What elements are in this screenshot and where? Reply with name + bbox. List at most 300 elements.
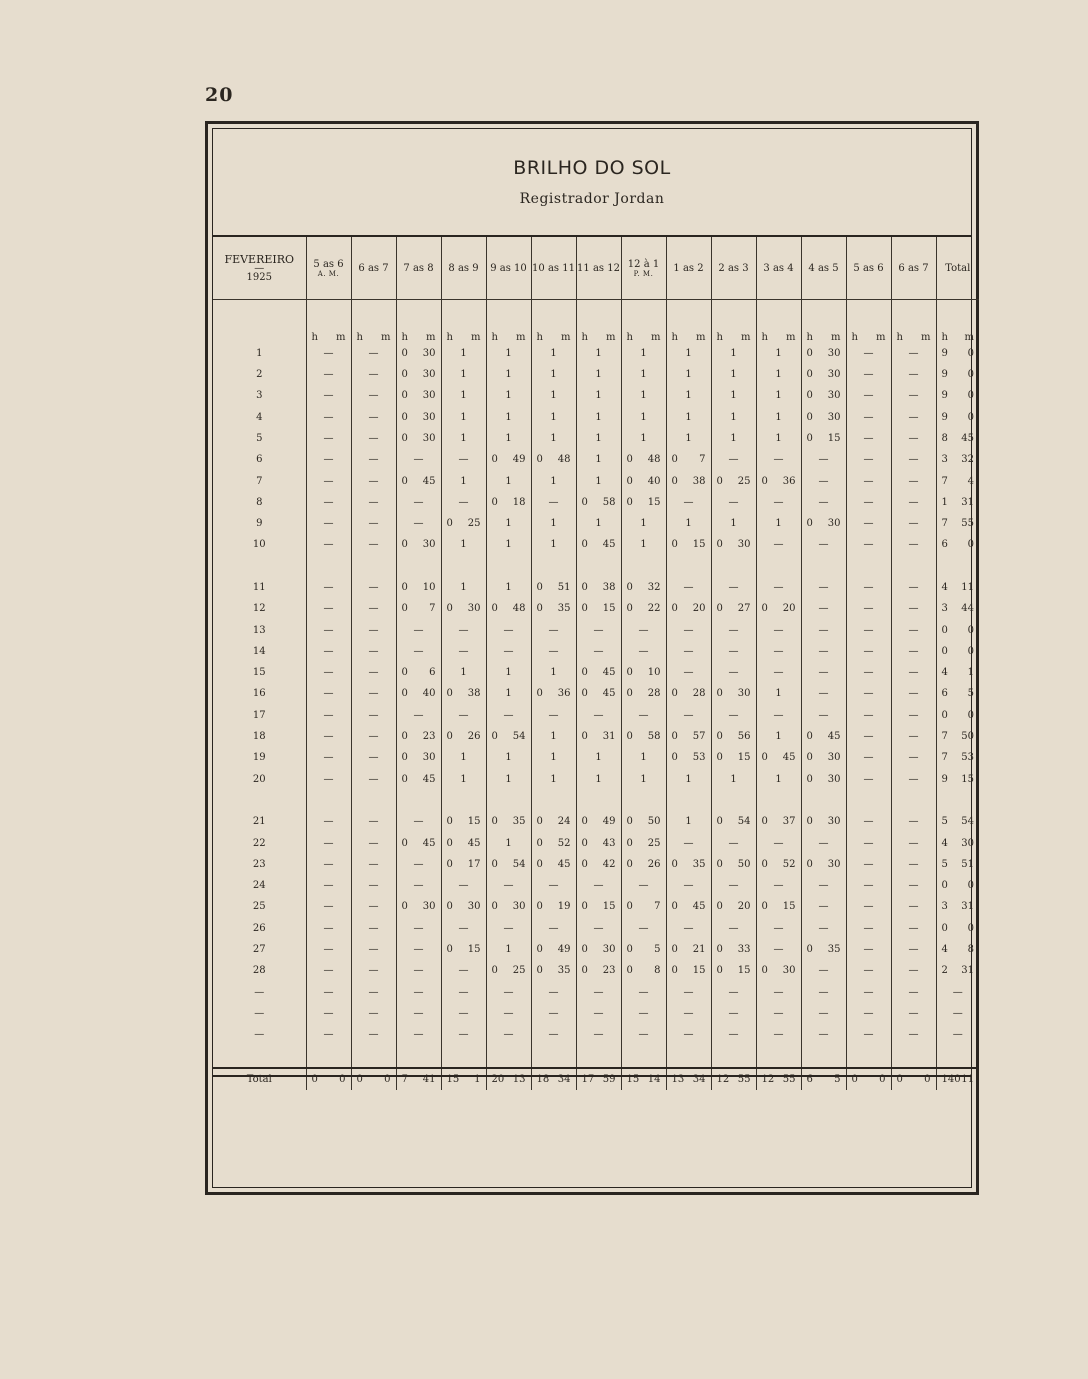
column-header-label: 10 as 11 bbox=[532, 262, 575, 274]
hour-cell: — bbox=[351, 875, 396, 896]
time-value: 0 36 bbox=[536, 688, 571, 700]
time-value: 7 4 bbox=[941, 475, 974, 487]
hour-cell: — bbox=[891, 875, 936, 896]
hour-cell bbox=[666, 534, 711, 555]
hour-cell: 1 bbox=[486, 747, 531, 768]
hour-cell: — bbox=[351, 619, 396, 640]
time-value: 0 43 bbox=[581, 837, 616, 849]
time-value: 0 25 bbox=[716, 475, 751, 487]
hour-cell: — bbox=[756, 619, 801, 640]
hour-cell: — bbox=[801, 534, 846, 555]
time-value: 0 54 bbox=[491, 731, 526, 743]
hour-cell: — bbox=[396, 854, 441, 875]
hour-cell: — bbox=[396, 513, 441, 534]
hour-cell: — bbox=[441, 982, 486, 1003]
hour-cell: — bbox=[486, 918, 531, 939]
hour-cell bbox=[711, 747, 756, 768]
total-cell bbox=[801, 1068, 846, 1090]
hour-cell: — bbox=[801, 705, 846, 726]
hour-cell bbox=[621, 470, 666, 491]
hour-cell: — bbox=[621, 1024, 666, 1045]
time-value: 0 30 bbox=[806, 369, 841, 381]
time-value: 0 30 bbox=[446, 901, 481, 913]
hour-cell: — bbox=[936, 1024, 979, 1045]
hour-cell bbox=[711, 854, 756, 875]
hour-cell: — bbox=[351, 769, 396, 790]
hour-cell: — bbox=[891, 513, 936, 534]
hour-cell: — bbox=[891, 960, 936, 981]
time-value: 0 7 bbox=[401, 603, 436, 615]
column-header bbox=[576, 237, 621, 300]
month-header bbox=[213, 237, 306, 300]
hour-cell: — bbox=[666, 875, 711, 896]
hour-cell bbox=[711, 683, 756, 704]
table-row bbox=[213, 449, 979, 470]
table-row bbox=[213, 385, 979, 406]
hour-cell: — bbox=[891, 896, 936, 917]
time-value: 0 8 bbox=[626, 965, 661, 977]
time-value: 4 11 bbox=[941, 582, 974, 593]
hour-cell: — bbox=[396, 918, 441, 939]
day-cell: 24 bbox=[252, 880, 266, 892]
day-cell: 10 bbox=[252, 539, 266, 551]
hour-cell bbox=[936, 513, 979, 534]
hour-cell: 1 bbox=[576, 428, 621, 449]
hour-cell bbox=[711, 960, 756, 981]
hour-cell bbox=[531, 896, 576, 917]
hour-cell: 1 bbox=[441, 364, 486, 385]
hour-cell bbox=[756, 896, 801, 917]
hour-cell bbox=[396, 726, 441, 747]
hour-cell: — bbox=[396, 1003, 441, 1024]
hour-cell: 1 bbox=[666, 364, 711, 385]
unit-label bbox=[351, 321, 396, 342]
hour-cell: — bbox=[306, 683, 351, 704]
time-value: 5 51 bbox=[941, 858, 974, 870]
hour-cell bbox=[621, 896, 666, 917]
column-header-label: 5 as 6 bbox=[313, 258, 344, 270]
hour-cell bbox=[666, 726, 711, 747]
hour-cell: — bbox=[306, 1003, 351, 1024]
hour-cell: — bbox=[576, 705, 621, 726]
hour-cell bbox=[711, 896, 756, 917]
hour-cell: — bbox=[351, 726, 396, 747]
hour-cell bbox=[576, 598, 621, 619]
column-header-label: 4 as 5 bbox=[808, 262, 839, 274]
time-value: 0 0 bbox=[941, 922, 974, 934]
hour-cell bbox=[576, 854, 621, 875]
hour-cell: — bbox=[306, 982, 351, 1003]
unit-label bbox=[801, 321, 846, 342]
hour-cell bbox=[936, 619, 979, 640]
table-row bbox=[213, 747, 979, 768]
hour-cell: — bbox=[531, 705, 576, 726]
hour-cell: 1 bbox=[486, 343, 531, 364]
hour-cell: — bbox=[756, 534, 801, 555]
time-value: 0 19 bbox=[536, 901, 571, 913]
hour-cell: — bbox=[351, 960, 396, 981]
hour-cell: 1 bbox=[486, 577, 531, 598]
hour-cell: — bbox=[441, 449, 486, 470]
total-row bbox=[213, 1068, 979, 1090]
hour-cell: — bbox=[396, 705, 441, 726]
hour-cell: — bbox=[441, 960, 486, 981]
time-value: 0 48 bbox=[536, 454, 571, 466]
time-value: 0 45 bbox=[761, 752, 796, 764]
time-value: 0 28 bbox=[671, 688, 706, 700]
hour-cell: 1 bbox=[756, 769, 801, 790]
unit-minutes: m bbox=[964, 331, 974, 343]
unit-minutes: m bbox=[516, 331, 526, 343]
hour-cell: — bbox=[306, 470, 351, 491]
hour-cell: — bbox=[441, 1024, 486, 1045]
time-value: 0 28 bbox=[626, 688, 661, 700]
hour-cell: — bbox=[576, 619, 621, 640]
time-value: 0 0 bbox=[941, 624, 974, 636]
hour-cell: 1 bbox=[486, 534, 531, 555]
hour-cell bbox=[576, 662, 621, 683]
time-value: 0 25 bbox=[626, 837, 661, 849]
hour-cell: — bbox=[801, 918, 846, 939]
hour-cell: — bbox=[351, 662, 396, 683]
unit-label bbox=[936, 321, 979, 342]
hour-cell: — bbox=[711, 1024, 756, 1045]
hour-cell: — bbox=[666, 641, 711, 662]
day-cell: 9 bbox=[256, 518, 263, 530]
hour-cell: — bbox=[891, 705, 936, 726]
hour-cell: — bbox=[306, 406, 351, 427]
unit-hours: h bbox=[536, 331, 543, 343]
hour-cell: — bbox=[891, 726, 936, 747]
hour-cell: — bbox=[846, 769, 891, 790]
hour-cell: 1 bbox=[441, 577, 486, 598]
hour-cell: — bbox=[621, 918, 666, 939]
unit-hours: h bbox=[626, 331, 633, 343]
hour-cell: — bbox=[711, 705, 756, 726]
hour-cell: — bbox=[891, 747, 936, 768]
hour-cell: 1 bbox=[576, 385, 621, 406]
hour-cell bbox=[396, 343, 441, 364]
hour-cell bbox=[801, 769, 846, 790]
unit-hours: h bbox=[896, 331, 903, 343]
hour-cell bbox=[936, 705, 979, 726]
day-cell: — bbox=[254, 1007, 265, 1019]
hour-cell: — bbox=[396, 1024, 441, 1045]
hour-cell: — bbox=[846, 683, 891, 704]
time-value: 6 5 bbox=[806, 1073, 841, 1085]
time-value: 0 58 bbox=[581, 496, 616, 508]
time-value: 0 35 bbox=[536, 603, 571, 615]
hour-cell: — bbox=[486, 641, 531, 662]
hour-cell bbox=[936, 747, 979, 768]
hour-cell: — bbox=[846, 619, 891, 640]
time-value: 0 15 bbox=[716, 752, 751, 764]
hour-cell bbox=[936, 662, 979, 683]
hour-cell bbox=[666, 449, 711, 470]
hour-cell bbox=[801, 428, 846, 449]
table-row bbox=[213, 343, 979, 364]
day-cell: 17 bbox=[252, 709, 266, 721]
hour-cell: — bbox=[891, 832, 936, 853]
hour-cell bbox=[756, 811, 801, 832]
hour-cell bbox=[936, 343, 979, 364]
hour-cell: — bbox=[351, 811, 396, 832]
day-cell: 5 bbox=[256, 432, 263, 444]
time-value: 2 31 bbox=[941, 965, 974, 977]
hour-cell: — bbox=[351, 1024, 396, 1045]
hour-cell: — bbox=[756, 492, 801, 513]
hour-cell: — bbox=[891, 492, 936, 513]
hour-cell: — bbox=[846, 492, 891, 513]
hour-cell: — bbox=[801, 641, 846, 662]
time-value: 4 8 bbox=[941, 944, 974, 956]
hour-cell: 1 bbox=[621, 406, 666, 427]
hour-cell: 1 bbox=[666, 513, 711, 534]
hour-cell bbox=[666, 939, 711, 960]
hour-cell: — bbox=[621, 641, 666, 662]
hour-cell: — bbox=[306, 960, 351, 981]
hour-cell bbox=[801, 385, 846, 406]
hour-cell: — bbox=[396, 619, 441, 640]
day-cell: 2 bbox=[256, 369, 263, 381]
hour-cell bbox=[666, 683, 711, 704]
hour-cell: 1 bbox=[621, 428, 666, 449]
hour-cell: — bbox=[306, 918, 351, 939]
day-cell: 19 bbox=[252, 752, 266, 764]
time-value: 0 30 bbox=[401, 752, 436, 764]
hour-cell: — bbox=[351, 939, 396, 960]
hour-cell: — bbox=[351, 641, 396, 662]
table-row bbox=[213, 769, 979, 790]
time-value: 0 31 bbox=[581, 731, 616, 743]
hour-cell: 1 bbox=[621, 769, 666, 790]
time-value: 9 0 bbox=[941, 347, 974, 359]
hour-cell: — bbox=[306, 492, 351, 513]
table-row bbox=[213, 641, 979, 662]
hour-cell: 1 bbox=[666, 343, 711, 364]
hour-cell: 1 bbox=[666, 428, 711, 449]
hour-cell bbox=[801, 364, 846, 385]
hour-cell bbox=[936, 428, 979, 449]
hour-cell bbox=[936, 364, 979, 385]
hour-cell bbox=[936, 385, 979, 406]
hour-cell: 1 bbox=[531, 428, 576, 449]
day-cell: — bbox=[254, 1029, 265, 1041]
column-header-label: 2 as 3 bbox=[718, 262, 749, 274]
time-value: 0 49 bbox=[491, 454, 526, 466]
hour-cell: — bbox=[666, 918, 711, 939]
hour-cell: — bbox=[756, 982, 801, 1003]
time-value: 0 15 bbox=[446, 816, 481, 828]
hour-cell bbox=[441, 832, 486, 853]
hour-cell: — bbox=[846, 534, 891, 555]
hour-cell: — bbox=[801, 449, 846, 470]
hour-cell: 1 bbox=[441, 343, 486, 364]
hour-cell: — bbox=[891, 534, 936, 555]
hour-cell: — bbox=[351, 854, 396, 875]
total-cell bbox=[306, 1068, 351, 1090]
hour-cell: — bbox=[711, 619, 756, 640]
hour-cell bbox=[711, 726, 756, 747]
time-value: 0 15 bbox=[626, 496, 661, 508]
hour-cell: — bbox=[756, 705, 801, 726]
time-value: 0 30 bbox=[401, 432, 436, 444]
hour-cell bbox=[936, 598, 979, 619]
table-row bbox=[213, 854, 979, 875]
time-value: 0 45 bbox=[806, 731, 841, 743]
time-value: 0 30 bbox=[806, 411, 841, 423]
hour-cell bbox=[441, 854, 486, 875]
hour-cell bbox=[396, 364, 441, 385]
table-row bbox=[213, 428, 979, 449]
time-value: 0 15 bbox=[761, 901, 796, 913]
total-cell bbox=[891, 1068, 936, 1090]
column-header bbox=[486, 237, 531, 300]
hour-cell bbox=[936, 832, 979, 853]
hour-cell bbox=[396, 683, 441, 704]
column-header-label: 7 as 8 bbox=[403, 262, 434, 274]
unit-label bbox=[441, 321, 486, 342]
hour-cell: — bbox=[351, 385, 396, 406]
hour-cell bbox=[531, 598, 576, 619]
table-row bbox=[213, 364, 979, 385]
hour-cell: — bbox=[846, 939, 891, 960]
table-frame bbox=[205, 121, 979, 1195]
hour-cell: — bbox=[801, 492, 846, 513]
hour-cell bbox=[936, 939, 979, 960]
hour-cell: 1 bbox=[666, 811, 711, 832]
hour-cell: — bbox=[891, 343, 936, 364]
column-header-label: 12 à 1 bbox=[627, 258, 660, 270]
hour-cell: 1 bbox=[756, 683, 801, 704]
column-header-period: P. M. bbox=[633, 269, 654, 278]
unit-minutes: m bbox=[561, 331, 571, 343]
time-value: 0 30 bbox=[491, 901, 526, 913]
table-row bbox=[213, 406, 979, 427]
hour-cell: 1 bbox=[531, 470, 576, 491]
time-value: 0 48 bbox=[626, 454, 661, 466]
hour-cell bbox=[621, 854, 666, 875]
hour-cell: 1 bbox=[621, 385, 666, 406]
time-value: 0 58 bbox=[626, 731, 661, 743]
hour-cell bbox=[666, 470, 711, 491]
time-value: 9 0 bbox=[941, 411, 974, 423]
hour-cell: — bbox=[666, 492, 711, 513]
hour-cell: — bbox=[756, 918, 801, 939]
hour-cell: — bbox=[351, 406, 396, 427]
table-row bbox=[213, 939, 979, 960]
hour-cell: — bbox=[711, 641, 756, 662]
hour-cell bbox=[531, 577, 576, 598]
hour-cell bbox=[441, 598, 486, 619]
hour-cell: — bbox=[351, 598, 396, 619]
time-value: 0 0 bbox=[941, 645, 974, 657]
hour-cell: 1 bbox=[711, 406, 756, 427]
time-value: 6 5 bbox=[941, 688, 974, 700]
table-row bbox=[213, 982, 979, 1003]
hour-cell: — bbox=[351, 470, 396, 491]
hour-cell bbox=[936, 811, 979, 832]
hour-cell: — bbox=[801, 619, 846, 640]
hour-cell: — bbox=[306, 811, 351, 832]
hour-cell bbox=[936, 769, 979, 790]
hour-cell: — bbox=[846, 747, 891, 768]
time-value: 0 6 bbox=[401, 667, 436, 679]
hour-cell bbox=[936, 641, 979, 662]
time-value: 0 45 bbox=[581, 539, 616, 551]
hour-cell bbox=[936, 683, 979, 704]
time-value: 0 0 bbox=[311, 1073, 346, 1085]
hour-cell: — bbox=[756, 832, 801, 853]
hour-cell bbox=[441, 811, 486, 832]
hour-cell bbox=[621, 726, 666, 747]
hour-cell bbox=[936, 896, 979, 917]
hour-cell: — bbox=[306, 619, 351, 640]
hour-cell: — bbox=[441, 875, 486, 896]
header-row bbox=[213, 237, 979, 300]
unit-label bbox=[711, 321, 756, 342]
column-header-period: A. M. bbox=[317, 269, 340, 278]
hour-cell: 1 bbox=[441, 470, 486, 491]
underline-row-row bbox=[213, 300, 979, 322]
time-value: 0 45 bbox=[581, 688, 616, 700]
time-value: 3 32 bbox=[941, 454, 974, 466]
hour-cell bbox=[576, 492, 621, 513]
hour-cell bbox=[621, 683, 666, 704]
unit-hours: h bbox=[761, 331, 768, 343]
column-header bbox=[891, 237, 936, 300]
hour-cell: 1 bbox=[531, 385, 576, 406]
hour-cell bbox=[531, 854, 576, 875]
hour-cell: 1 bbox=[531, 747, 576, 768]
hour-cell: — bbox=[756, 641, 801, 662]
hour-cell: 1 bbox=[756, 726, 801, 747]
hour-cell: — bbox=[846, 513, 891, 534]
time-value: 0 30 bbox=[806, 518, 841, 530]
hour-cell bbox=[441, 726, 486, 747]
hour-cell: — bbox=[711, 875, 756, 896]
time-value: 0 0 bbox=[896, 1073, 931, 1085]
hour-cell: 1 bbox=[756, 513, 801, 534]
hour-cell: — bbox=[441, 641, 486, 662]
table-row bbox=[213, 960, 979, 981]
hour-cell bbox=[531, 939, 576, 960]
hour-cell: — bbox=[846, 832, 891, 853]
hour-cell bbox=[396, 534, 441, 555]
time-value: 0 30 bbox=[401, 901, 436, 913]
hour-cell bbox=[936, 577, 979, 598]
hour-cell bbox=[576, 683, 621, 704]
hour-cell bbox=[396, 577, 441, 598]
hour-cell bbox=[936, 449, 979, 470]
column-header bbox=[846, 237, 891, 300]
day-cell: 18 bbox=[252, 731, 266, 743]
hour-cell bbox=[396, 896, 441, 917]
hour-cell: 1 bbox=[711, 385, 756, 406]
hour-cell: — bbox=[396, 875, 441, 896]
hour-cell bbox=[486, 811, 531, 832]
day-cell: 1 bbox=[256, 347, 263, 359]
unit-hours: h bbox=[851, 331, 858, 343]
hour-cell bbox=[936, 406, 979, 427]
hour-cell: — bbox=[441, 619, 486, 640]
time-value: 0 30 bbox=[401, 411, 436, 423]
hour-cell: — bbox=[306, 832, 351, 853]
hour-cell bbox=[801, 513, 846, 534]
hour-cell bbox=[531, 960, 576, 981]
hour-cell bbox=[936, 726, 979, 747]
units-row bbox=[213, 321, 979, 342]
